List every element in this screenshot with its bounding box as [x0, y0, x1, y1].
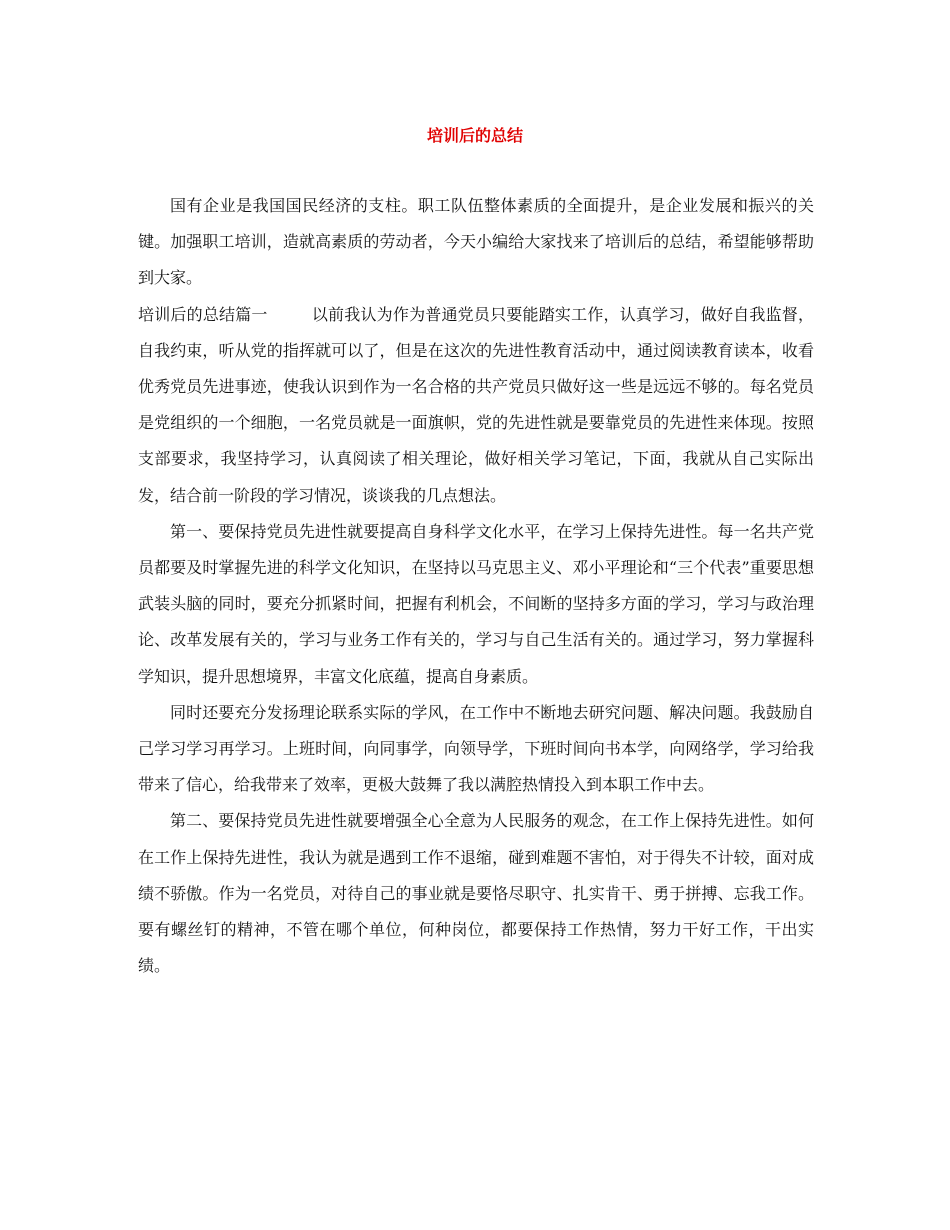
paragraph-study-practice: 同时还要充分发扬理论联系实际的学风，在工作中不断地去研究问题、解决问题。我鼓励自己学习学习再学习。上班时间，向同事学，向领导学，下班时间向书本学，向网络学，学习给我带来了信心，给我带来了效率，更极大鼓舞了我以满腔热情投入到本职工作中去。 [138, 702, 814, 795]
section-one-heading: 培训后的总结篇一 [138, 304, 268, 324]
section-one-paragraph [138, 297, 814, 514]
document-body [138, 188, 814, 984]
document-title: 培训后的总结 [426, 126, 523, 145]
paragraph-second-point: 第二、要保持党员先进性就要增强全心全意为人民服务的观念，在工作上保持先进性。如何在工作上保持先进性，我认为就是遇到工作不退缩，碰到难题不害怕，对于得失不计较，面对成绩不骄傲。作为一名党员，对待自己的事业就是要恪尽职守、扎实肯干、勇于拼搏、忘我工作。要有螺丝钉的精神，不管在哪个单位，何种岗位，都要保持工作热情，努力干好工作，干出实绩。 [138, 811, 814, 976]
paragraph-first-point: 第一、要保持党员先进性就要提高自身科学文化水平，在学习上保持先进性。每一名共产党员都要及时掌握先进的科学文化知识，在坚持以马克思主义、邓小平理论和“三个代表”重要思想武装头脑的同时，要充分抓紧时间，把握有利机会，不间断的坚持多方面的学习，学习与政治理论、改革发展有关的，学习与业务工作有关的，学习与自己生活有关的。通过学习，努力掌握科学知识，提升思想境界，丰富文化底蕴，提高自身素质。 [138, 521, 814, 686]
section-one-text: 以前我认为作为普通党员只要能踏实工作，认真学习，做好自我监督，自我约束，听从党的指挥就可以了，但是在这次的先进性教育活动中，通过阅读教育读本，收看优秀党员先进事迹，使我认识到作为一名合格的共产党员只做好这一些是远远不够的。每名党员是党组织的一个细胞，一名党员就是一面旗帜，党的先进性就是要靠党员的先进性来体现。按照支部要求，我坚持学习，认真阅读了相关理论，做好相关学习笔记，下面，我就从自己实际出发，结合前一阶段的学习情况，谈谈我的几点想法。 [138, 304, 814, 505]
intro-paragraph: 国有企业是我国国民经济的支柱。职工队伍整体素质的全面提升，是企业发展和振兴的关键。加强职工培训，造就高素质的劳动者，今天小编给大家找来了培训后的总结，希望能够帮助到大家。 [138, 196, 814, 288]
